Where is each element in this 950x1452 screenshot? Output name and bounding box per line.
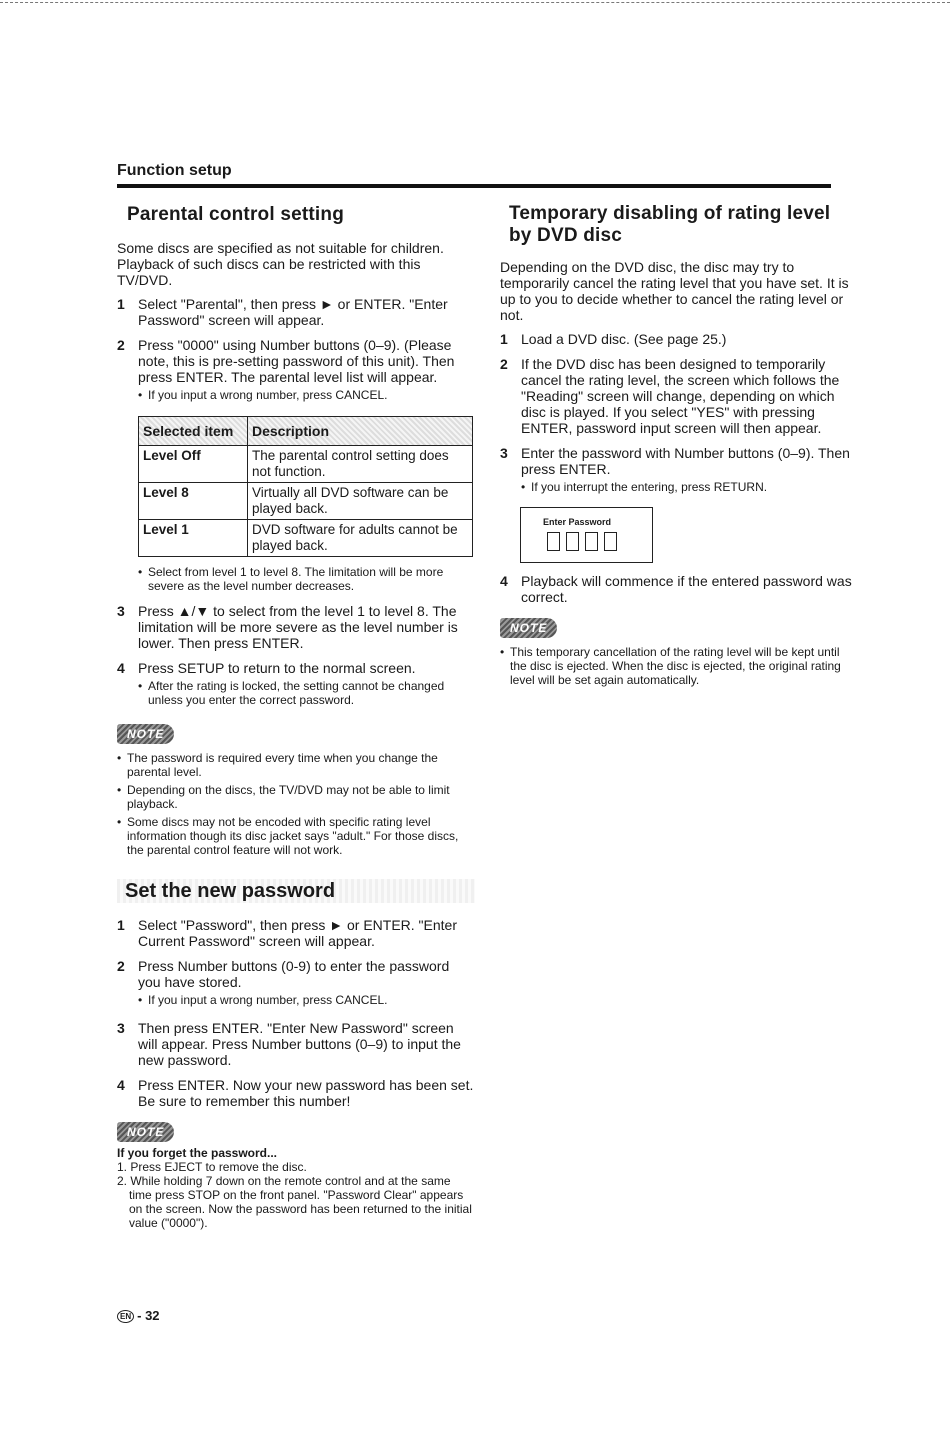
table-cell: DVD software for adults cannot be played back. xyxy=(248,520,473,557)
left-column xyxy=(117,200,475,1230)
step-number: 3 xyxy=(117,603,125,619)
step-bullet: • If you input a wrong number, press CANCEL. xyxy=(138,388,388,402)
step-bullet: • If you input a wrong number, press CANCEL. xyxy=(138,993,388,1007)
section-header: Function setup xyxy=(117,162,232,179)
table-cell: The parental control setting does not function. xyxy=(248,446,473,483)
password-digit-boxes xyxy=(547,532,617,551)
forget-item: 1. Press EJECT to remove the disc. xyxy=(117,1160,307,1174)
password-screen-illustration xyxy=(520,507,653,563)
parental-intro: Some discs are specified as not suitable for children. Playback of such discs can be restricted with this TV/DVD. xyxy=(117,240,444,288)
step-text: Press ENTER. Now your new password has been set. Be sure to remember this number! xyxy=(138,1077,474,1109)
temp-step-3 xyxy=(500,445,858,498)
step-number: 1 xyxy=(117,296,125,312)
step-number: 4 xyxy=(117,660,125,676)
step-number: 4 xyxy=(117,1077,125,1093)
table-header-description: Description xyxy=(248,417,473,446)
step-text: Press Number buttons (0-9) to enter the password you have stored. xyxy=(138,958,450,990)
step-text: Playback will commence if the entered password was correct. xyxy=(521,573,852,605)
forget-item: 2. While holding 7 down on the remote control and at the same time press STOP on the front panel. "Password Clear" appears on the screen. Now the password has been returned to the initial value ("0000"). xyxy=(117,1174,472,1230)
step-text: Enter the password with Number buttons (0–9). Then press ENTER. xyxy=(521,445,850,477)
step-number: 2 xyxy=(117,337,125,353)
step-number: 4 xyxy=(500,573,508,589)
step-number: 3 xyxy=(500,445,508,461)
note-item: • Depending on the discs, the TV/DVD may not be able to limit playback. xyxy=(117,783,450,811)
password-step-4 xyxy=(117,1077,475,1109)
parental-step-3 xyxy=(117,603,475,651)
step-text: Select "Password", then press ► or ENTER. "Enter Current Password" screen will appear. xyxy=(138,917,457,949)
table-header-item: Selected item xyxy=(139,417,248,446)
table-row xyxy=(139,520,473,557)
step-text: If the DVD disc has been designed to temporarily cancel the rating level, the screen which follows the "Reading" screen will change, depending on which disc is played. If you select "YES" with pressing ENTER, password input screen will then appear. xyxy=(521,356,840,436)
table-row xyxy=(139,483,473,520)
temporary-intro: Depending on the DVD disc, the disc may try to temporarily cancel the rating level that you have set. It is up to you to decide whether to cancel the rating level or not. xyxy=(500,259,849,323)
note-item: • The password is required every time when you change the parental level. xyxy=(117,751,438,779)
temporary-disable-title: Temporary disabling of rating level by DVD disc xyxy=(509,203,831,246)
parental-step-2 xyxy=(117,337,475,406)
step-number: 2 xyxy=(500,356,508,372)
digit-box xyxy=(585,532,598,551)
step-number: 1 xyxy=(117,917,125,933)
table-cell: Virtually all DVD software can be played back. xyxy=(248,483,473,520)
table-cell: Level 8 xyxy=(139,483,248,520)
temp-step-2 xyxy=(500,356,858,436)
forget-password-note xyxy=(117,1146,475,1230)
parental-step-4 xyxy=(117,660,475,711)
note-item: • Some discs may not be encoded with specific rating level information though its disc jacket says "adult." For those discs, the parental control feature will not work. xyxy=(117,815,459,857)
step-text: Select "Parental", then press ► or ENTER. "Enter Password" screen will appear. xyxy=(138,296,448,328)
password-step-1 xyxy=(117,917,475,949)
password-step-2 xyxy=(117,958,475,1011)
table-cell: Level Off xyxy=(139,446,248,483)
step-text: Load a DVD disc. (See page 25.) xyxy=(521,331,727,347)
table-bullet: • Select from level 1 to level 8. The limitation will be more severe as the level number decreases. xyxy=(138,565,444,593)
note-badge: NOTE xyxy=(500,618,557,638)
password-step-3 xyxy=(117,1020,475,1068)
step-text: Then press ENTER. "Enter New Password" screen will appear. Press Number buttons (0–9) to input the new password. xyxy=(138,1020,461,1068)
note-badge: NOTE xyxy=(117,1122,174,1142)
step-text: Press SETUP to return to the normal screen. xyxy=(138,660,416,676)
password-screen-label: Enter Password xyxy=(543,517,612,527)
step-number: 1 xyxy=(500,331,508,347)
step-bullet: • If you interrupt the entering, press RETURN. xyxy=(521,480,768,494)
step-text: Press "0000" using Number buttons (0–9). (Please note, this is pre-setting password of this unit). Then press ENTER. The parental level list will appear. xyxy=(138,337,455,385)
top-dashed-line xyxy=(0,2,950,3)
parental-level-table xyxy=(138,416,473,557)
password-title: Set the new password xyxy=(117,879,475,903)
language-mark: EN xyxy=(117,1310,134,1323)
step-number: 2 xyxy=(117,958,125,974)
temp-step-1 xyxy=(500,331,858,347)
parental-title: Parental control setting xyxy=(127,204,345,225)
digit-box xyxy=(547,532,560,551)
header-rule xyxy=(117,184,831,188)
step-number: 3 xyxy=(117,1020,125,1036)
page-number xyxy=(117,1308,160,1323)
note-badge: NOTE xyxy=(117,724,174,744)
table-cell: Level 1 xyxy=(139,520,248,557)
table-row xyxy=(139,446,473,483)
note-item: • This temporary cancellation of the rating level will be kept until the disc is ejected. When the disc is ejected, the original rating level will be set again automatically. xyxy=(500,645,841,687)
right-column xyxy=(500,200,858,691)
parental-step-1 xyxy=(117,296,475,328)
forget-title: If you forget the password... xyxy=(117,1146,278,1160)
step-text: Press ▲/▼ to select from the level 1 to level 8. The limitation will be more severe as the level number is lower. Then press ENTER. xyxy=(138,603,458,651)
temp-step-4 xyxy=(500,573,858,605)
page-number-text: - 32 xyxy=(137,1308,160,1323)
parental-notes xyxy=(117,751,475,857)
step-bullet: • After the rating is locked, the setting cannot be changed unless you enter the correct password. xyxy=(138,679,445,707)
temp-notes xyxy=(500,645,858,687)
digit-box xyxy=(604,532,617,551)
digit-box xyxy=(566,532,579,551)
